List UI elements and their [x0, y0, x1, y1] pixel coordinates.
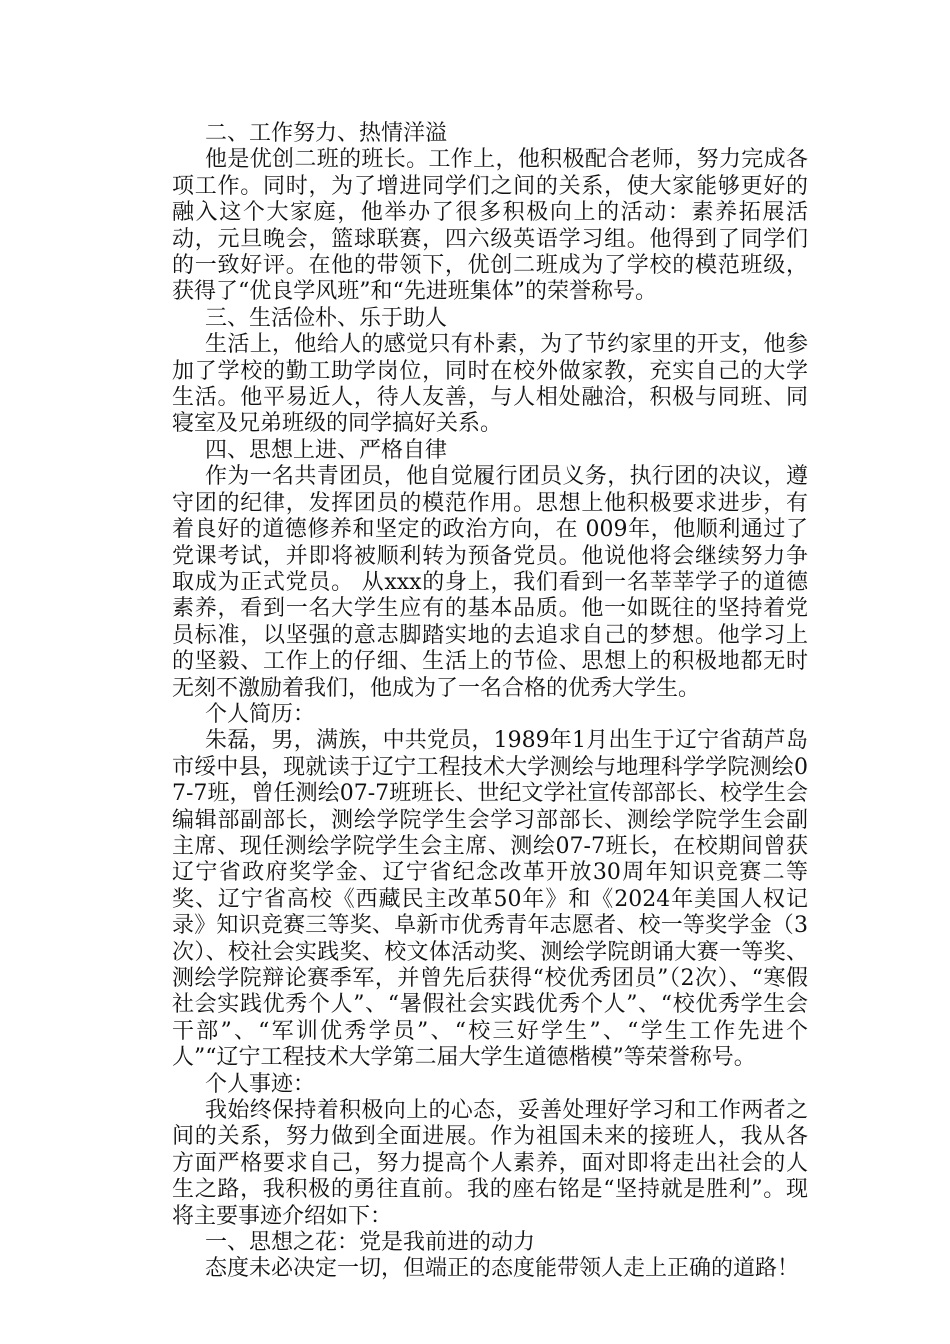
section-heading-thought: 四、思想上进、严格自律 [205, 437, 448, 463]
paragraph-deeds: 我始终保持着积极向上的心态，妥善处理好学习和工作两者之间的关系，努力做到全面进展。作为祖国未来的接班人，我从各方面严格要求自己，努力提高个人素养，面对即将走出社会的人生之路，我积极的勇往直前。我的座右铭是“坚持就是胜利”。现将主要事迹介绍如下： [172, 1098, 808, 1229]
paragraph-attitude: 态度未必决定一切，但端正的态度能带领人走上正确的道路！ [205, 1256, 800, 1282]
paragraph-thought: 作为一名共青团员，他自觉履行团员义务，执行团的决议，遵守团的纪律，发挥团员的模范作用。思想上他积极要求进步，有着良好的道德修养和坚定的政治方向，在 009年，他顺利通过了党课考试，并即将被顺利转为预备党员。他说他将会继续努力争取成为正式党员。 从xxx的身上，我们看到一名莘莘学子的道德素养，看到一名大学生应有的基本品质。他一如既往的坚持着党员标准，以坚强的意志脚踏实地的去追求自己的梦想。他学习上的坚毅、工作上的仔细、生活上的节俭、思想上的积极地都无时无刻不激励着我们，他成为了一名合格的优秀大学生。 [172, 464, 808, 701]
document-page [172, 121, 808, 1283]
section-heading-life: 三、生活俭朴、乐于助人 [205, 305, 448, 331]
section-heading-thought-flower: 一、思想之花：党是我前进的动力 [205, 1230, 536, 1256]
paragraph-work: 他是优创二班的班长。工作上，他积极配合老师，努力完成各项工作。同时，为了增进同学们之间的关系，使大家能够更好的融入这个大家庭，他举办了很多积极向上的活动：素养拓展活动，元旦晚会，篮球联赛，四六级英语学习组。他得到了同学们的一致好评。在他的带领下，优创二班成为了学校的模范班级，获得了“优良学风班”和“先进班集体”的荣誉称号。 [172, 147, 808, 305]
section-heading-work: 二、工作努力、热情洋溢 [205, 121, 448, 146]
section-heading-resume: 个人简历： [205, 701, 316, 727]
paragraph-resume: 朱磊，男，满族，中共党员，1989年1月出生于辽宁省葫芦岛市绥中县，现就读于辽宁工程技术大学测绘与地理科学学院测绘07-7班，曾任测绘07-7班班长、世纪文学社宣传部部长、校学生会编辑部副部长，测绘学院学生会学习部部长、测绘学院学生会副主席、现任测绘学院学生会主席、测绘07-7班长，在校期间曾获辽宁省政府奖学金、辽宁省纪念改革开放30周年知识竞赛二等奖、辽宁省高校《西藏民主改革50年》和《2024年美国人权记录》知识竞赛三等奖、阜新市优秀青年志愿者、校一等奖学金（3次）、校社会实践奖、校文体活动奖、测绘学院朗诵大赛一等奖、测绘学院辩论赛季军，并曾先后获得“校优秀团员”（2次）、“寒假社会实践优秀个人”、“暑假社会实践优秀个人”、“校优秀学生会干部”、“军训优秀学员”、“校三好学生”、“学生工作先进个人”“辽宁工程技术大学第二届大学生道德楷模”等荣誉称号。 [172, 728, 808, 1071]
paragraph-life: 生活上，他给人的感觉只有朴素，为了节约家里的开支，他参加了学校的勤工助学岗位，同时在校外做家教，充实自己的大学生活。他平易近人，待人友善，与人相处融洽，积极与同班、同寝室及兄弟班级的同学搞好关系。 [172, 332, 808, 437]
section-heading-deeds: 个人事迹： [205, 1071, 316, 1097]
